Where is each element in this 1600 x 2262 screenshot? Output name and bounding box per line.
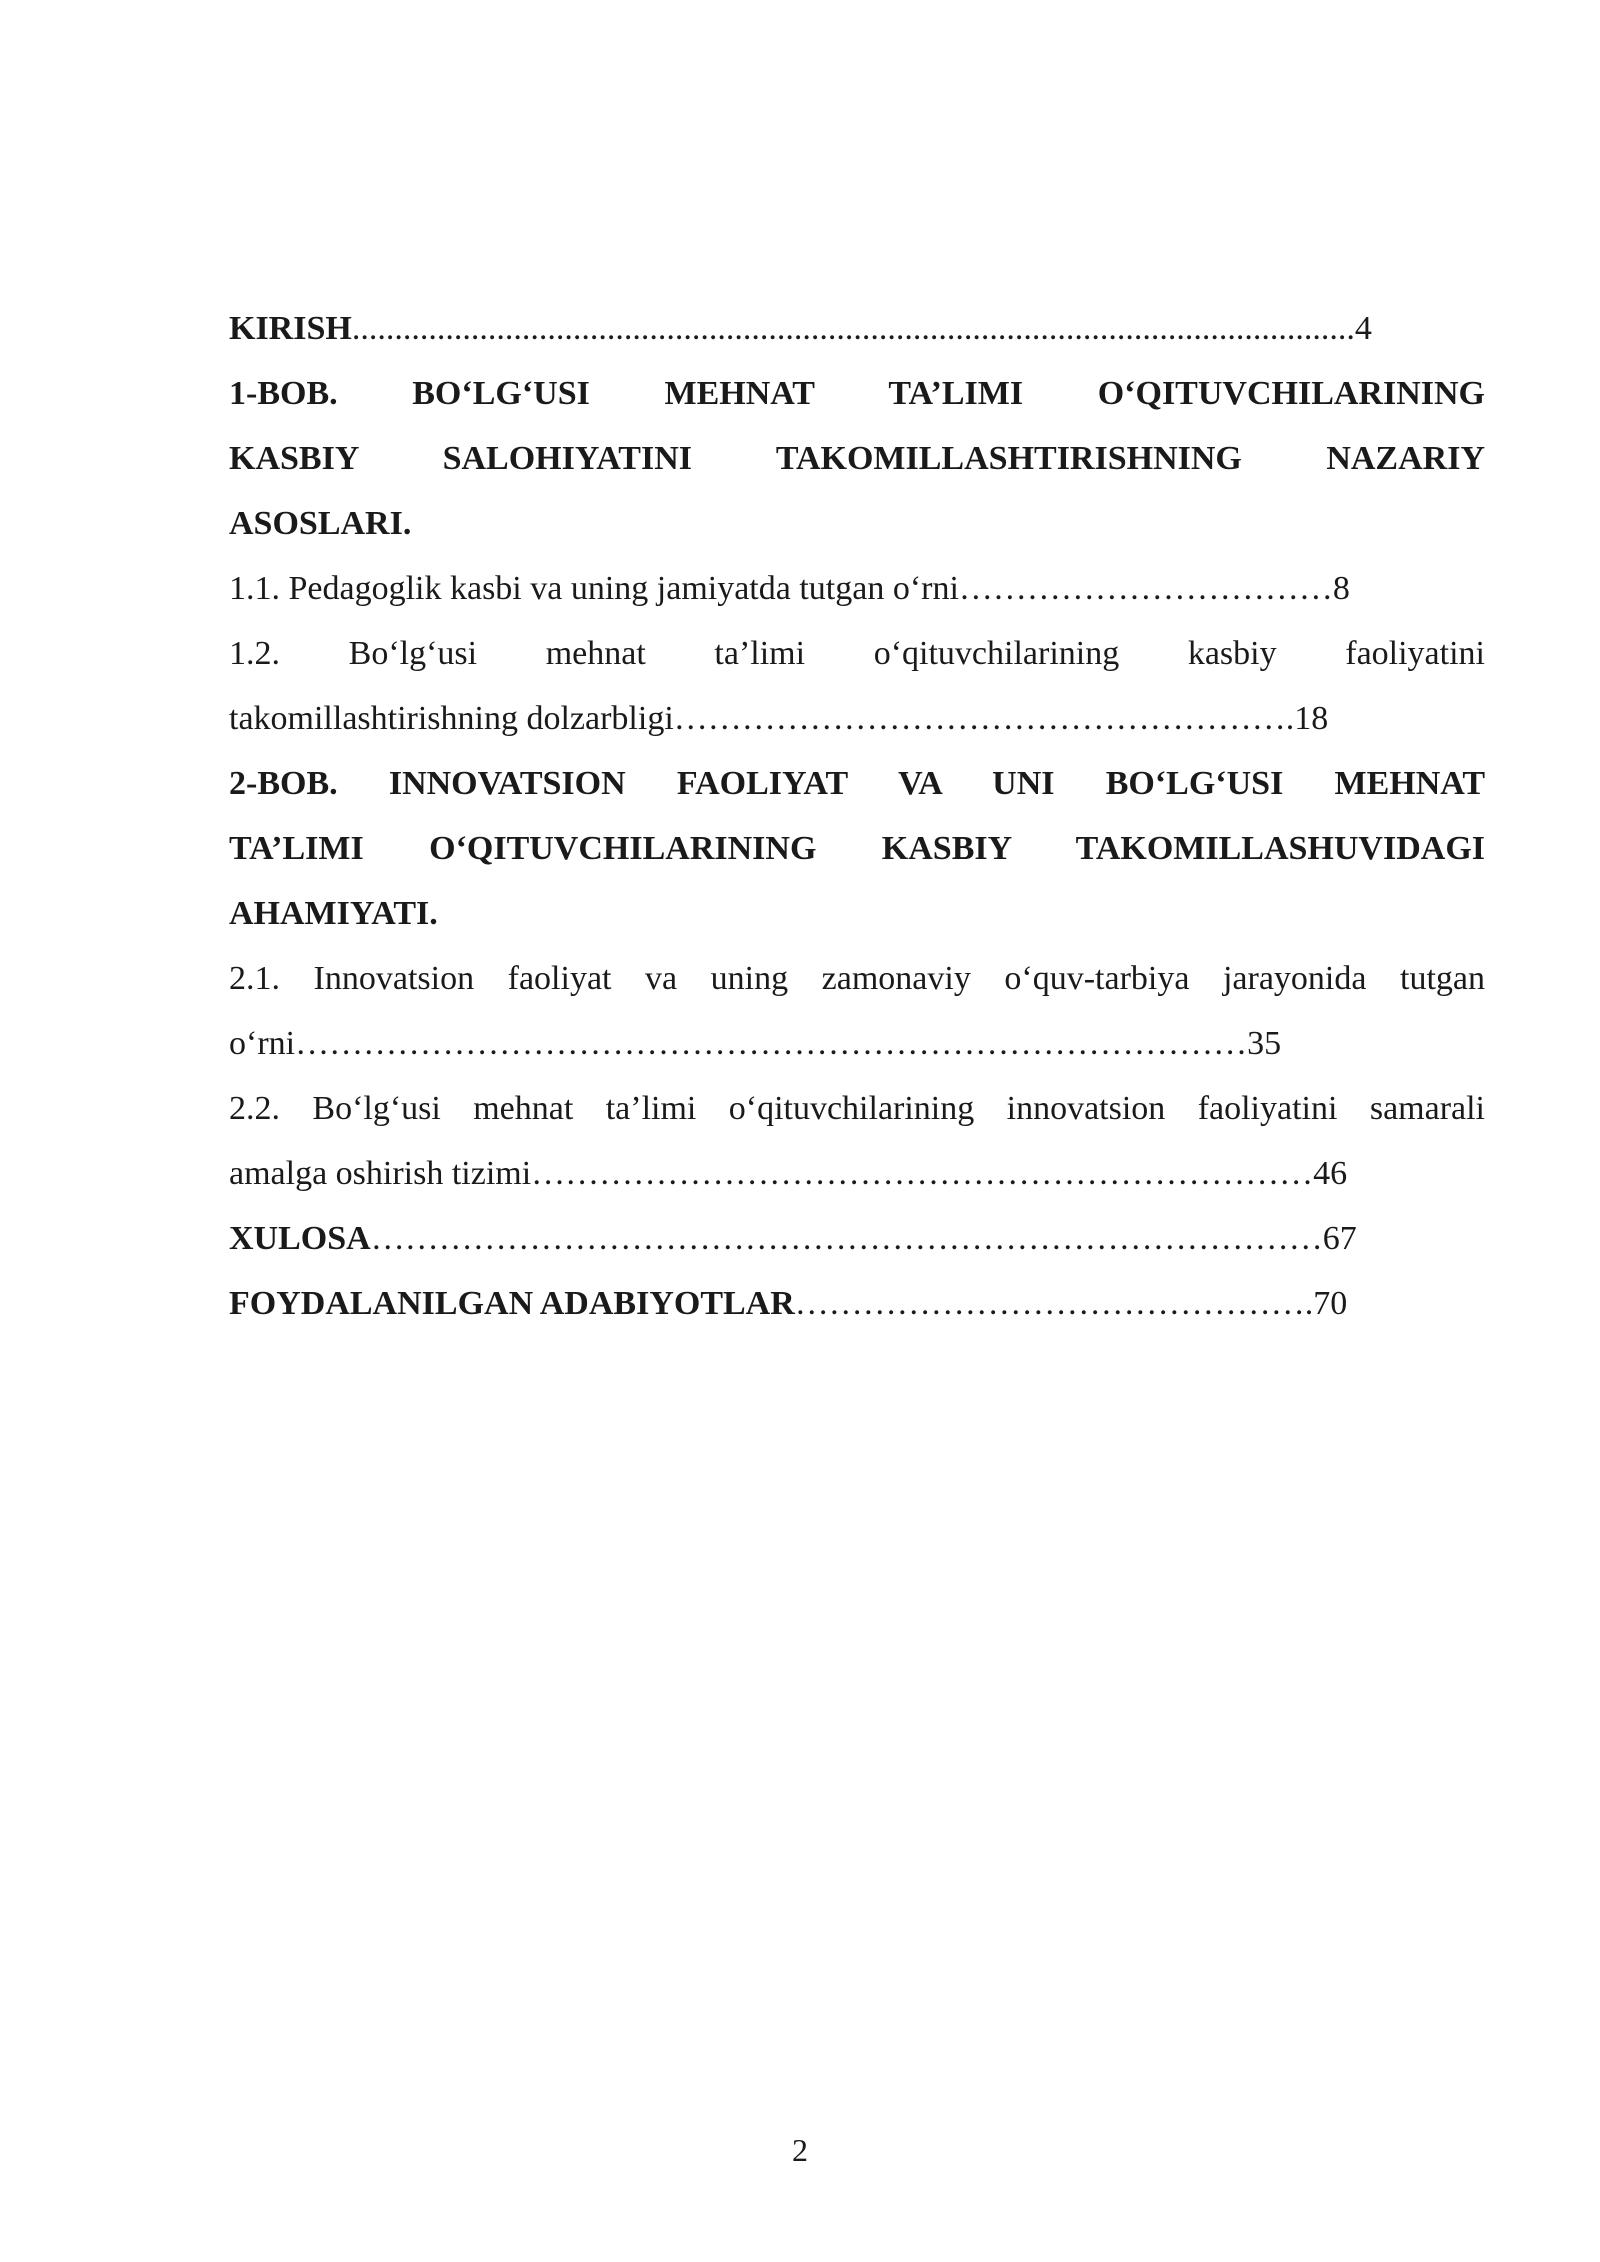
toc-intro-page: 4 [1354, 310, 1372, 347]
toc-chapter2-line2: TA’LIMI O‘QITUVCHILARINING KASBIY TAKOMILLASHUVIDAGI [229, 830, 1485, 867]
toc-references-page: 70 [1313, 1285, 1348, 1322]
toc-references-title: FOYDALANILGAN ADABIYOTLAR [229, 1285, 795, 1322]
toc-chapter1-line2: KASBIY SALOHIYATINI TAKOMILLASHTIRISHNING NAZARIY [229, 440, 1485, 477]
toc-entry-2-1 [229, 1011, 1470, 1076]
toc-2-1-leader: ………………………………………………………………………… [295, 1025, 1248, 1062]
toc-1-2-text: takomillashtirishning dolzarbligi [229, 700, 674, 737]
toc-1-2-page: 18 [1294, 700, 1329, 737]
toc-1-2-leader: ………………………………………………. [673, 700, 1295, 737]
toc-entry-2-2 [229, 1141, 1470, 1206]
toc-entry-references [229, 1271, 1479, 1336]
table-of-contents [229, 296, 1485, 1336]
page-number: 2 [792, 2132, 808, 2168]
toc-entry-1-2 [229, 686, 1485, 751]
toc-entry-conclusion [229, 1206, 1477, 1271]
toc-2-2-leader: …………………………………………………………… [531, 1155, 1314, 1192]
toc-intro-leader: ...................................................................................................................... [351, 310, 1355, 347]
toc-conclusion-leader: ………………………………………………………………………… [370, 1220, 1323, 1257]
toc-chapter2-line3: AHAMIYATI. [229, 895, 438, 932]
toc-entry-1-1 [229, 556, 1469, 621]
toc-2-2-text: amalga oshirish tizimi [229, 1155, 532, 1192]
toc-2-2-page: 46 [1313, 1155, 1348, 1192]
toc-references-leader: ………………………………………. [794, 1285, 1314, 1322]
toc-2-1-text: o‘rni [229, 1025, 296, 1062]
toc-2-2-line1: 2.2. Bo‘lg‘usi mehnat ta’limi o‘qituvchilarining innovatsion faoliyatini samarali [229, 1090, 1485, 1127]
toc-1-1-leader: …………………………… [958, 570, 1333, 607]
toc-2-1-page: 35 [1247, 1025, 1282, 1062]
toc-chapter1-line3: ASOSLARI. [229, 505, 412, 542]
toc-1-1-text: 1.1. Pedagoglik kasbi va uning jamiyatda tutgan o‘rni [229, 570, 959, 607]
toc-chapter1-line1: 1-BOB. BO‘LG‘USI MEHNAT TA’LIMI O‘QITUVCHILARINING [229, 375, 1485, 412]
toc-chapter2-line1: 2-BOB. INNOVATSION FAOLIYAT VA UNI BO‘LG‘USI MEHNAT [229, 765, 1485, 802]
toc-entry-intro [229, 296, 1476, 361]
toc-conclusion-page: 67 [1322, 1220, 1357, 1257]
toc-1-2-line1: 1.2. Bo‘lg‘usi mehnat ta’limi o‘qituvchilarining kasbiy faoliyatini [229, 635, 1485, 672]
toc-1-1-page: 8 [1332, 570, 1350, 607]
toc-2-1-line1: 2.1. Innovatsion faoliyat va uning zamonaviy o‘quv-tarbiya jarayonida tutgan [229, 960, 1485, 997]
toc-conclusion-title: XULOSA [229, 1220, 371, 1257]
toc-intro-title: KIRISH [229, 310, 352, 347]
